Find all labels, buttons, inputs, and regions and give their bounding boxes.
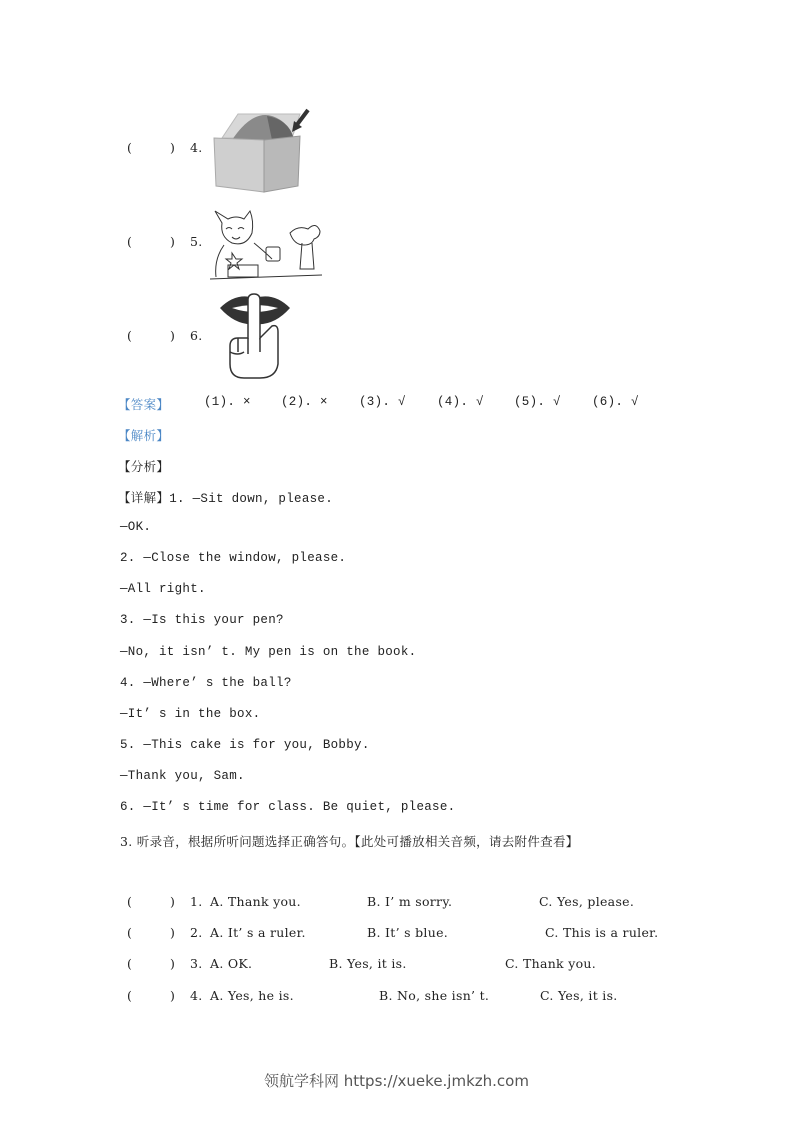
option-b: B. It’ s blue. bbox=[367, 925, 449, 940]
detail-line-4: —All right. bbox=[120, 582, 206, 596]
cat-giving-cake-to-mouse-icon bbox=[210, 203, 325, 281]
question-number: 4. bbox=[190, 988, 203, 1003]
item-number: 6. bbox=[190, 328, 203, 343]
answer-item-4: (4). √ bbox=[437, 395, 484, 409]
detail-line-1 bbox=[118, 488, 333, 506]
detail-line-11: 6. —It’ s time for class. Be quiet, please. bbox=[120, 800, 456, 814]
detail-line-7: 4. —Where’ s the ball? bbox=[120, 676, 292, 690]
option-a: A. Yes, he is. bbox=[210, 988, 294, 1003]
answer-paren-open: ( bbox=[127, 925, 133, 940]
detail-text: 1. —Sit down, please. bbox=[169, 492, 334, 506]
question-number: 2. bbox=[190, 925, 203, 940]
option-b: B. I’ m sorry. bbox=[367, 894, 453, 909]
answer-item-6: (6). √ bbox=[592, 395, 639, 409]
option-a: A. OK. bbox=[210, 956, 253, 971]
answer-paren-open: ( bbox=[127, 956, 133, 971]
answer-paren-close: ) bbox=[170, 925, 176, 940]
detail-line-8: —It’ s in the box. bbox=[120, 707, 261, 721]
option-b: B. Yes, it is. bbox=[329, 956, 407, 971]
detail-line-9: 5. —This cake is for you, Bobby. bbox=[120, 738, 370, 752]
analysis-label: 【解析】 bbox=[118, 428, 170, 443]
box-with-ball-icon bbox=[212, 108, 324, 194]
detail-line-2: —OK. bbox=[120, 520, 152, 534]
answer-paren-close: ) bbox=[170, 956, 176, 971]
section3-title: 3. 听录音，根据所听问题选择正确答句。【此处可播放相关音频，请去附件查看】 bbox=[120, 834, 579, 849]
answer-paren-open: ( bbox=[127, 988, 133, 1003]
footer-watermark: 领航学科网 https://xueke.jmkzh.com bbox=[264, 1072, 529, 1090]
answer-label: 【答案】 bbox=[118, 397, 170, 412]
answer-paren-open: ( bbox=[127, 234, 133, 249]
answer-paren-close: ) bbox=[170, 234, 176, 249]
option-c: C. Yes, please. bbox=[539, 894, 635, 909]
answer-item-1: (1). × bbox=[204, 395, 251, 409]
detail-line-3: 2. —Close the window, please. bbox=[120, 551, 347, 565]
answer-paren-close: ) bbox=[170, 140, 176, 155]
answer-paren-open: ( bbox=[127, 894, 133, 909]
answer-paren-close: ) bbox=[170, 328, 176, 343]
quiet-finger-on-lips-icon bbox=[218, 292, 293, 380]
option-a: A. It’ s a ruler. bbox=[210, 925, 306, 940]
answer-item-2: (2). × bbox=[281, 395, 328, 409]
option-b: B. No, she isn’ t. bbox=[379, 988, 490, 1003]
question-number: 3. bbox=[190, 956, 203, 971]
answer-item-3: (3). √ bbox=[359, 395, 406, 409]
option-c: C. Yes, it is. bbox=[540, 988, 618, 1003]
detail-line-6: —No, it isn’ t. My pen is on the book. bbox=[120, 645, 417, 659]
answer-paren-close: ) bbox=[170, 894, 176, 909]
detail-label: 【详解】 bbox=[118, 490, 170, 505]
item-number: 5. bbox=[190, 234, 203, 249]
option-c: C. This is a ruler. bbox=[545, 925, 659, 940]
answer-paren-open: ( bbox=[127, 328, 133, 343]
option-c: C. Thank you. bbox=[505, 956, 597, 971]
option-a: A. Thank you. bbox=[210, 894, 301, 909]
question-number: 1. bbox=[190, 894, 203, 909]
answer-item-5: (5). √ bbox=[514, 395, 561, 409]
detail-line-10: —Thank you, Sam. bbox=[120, 769, 245, 783]
detail-line-5: 3. —Is this your pen? bbox=[120, 613, 284, 627]
item-number: 4. bbox=[190, 140, 203, 155]
answer-row bbox=[118, 395, 639, 413]
answer-paren-open: ( bbox=[127, 140, 133, 155]
fenxi-label: 【分析】 bbox=[118, 459, 170, 474]
answer-paren-close: ) bbox=[170, 988, 176, 1003]
